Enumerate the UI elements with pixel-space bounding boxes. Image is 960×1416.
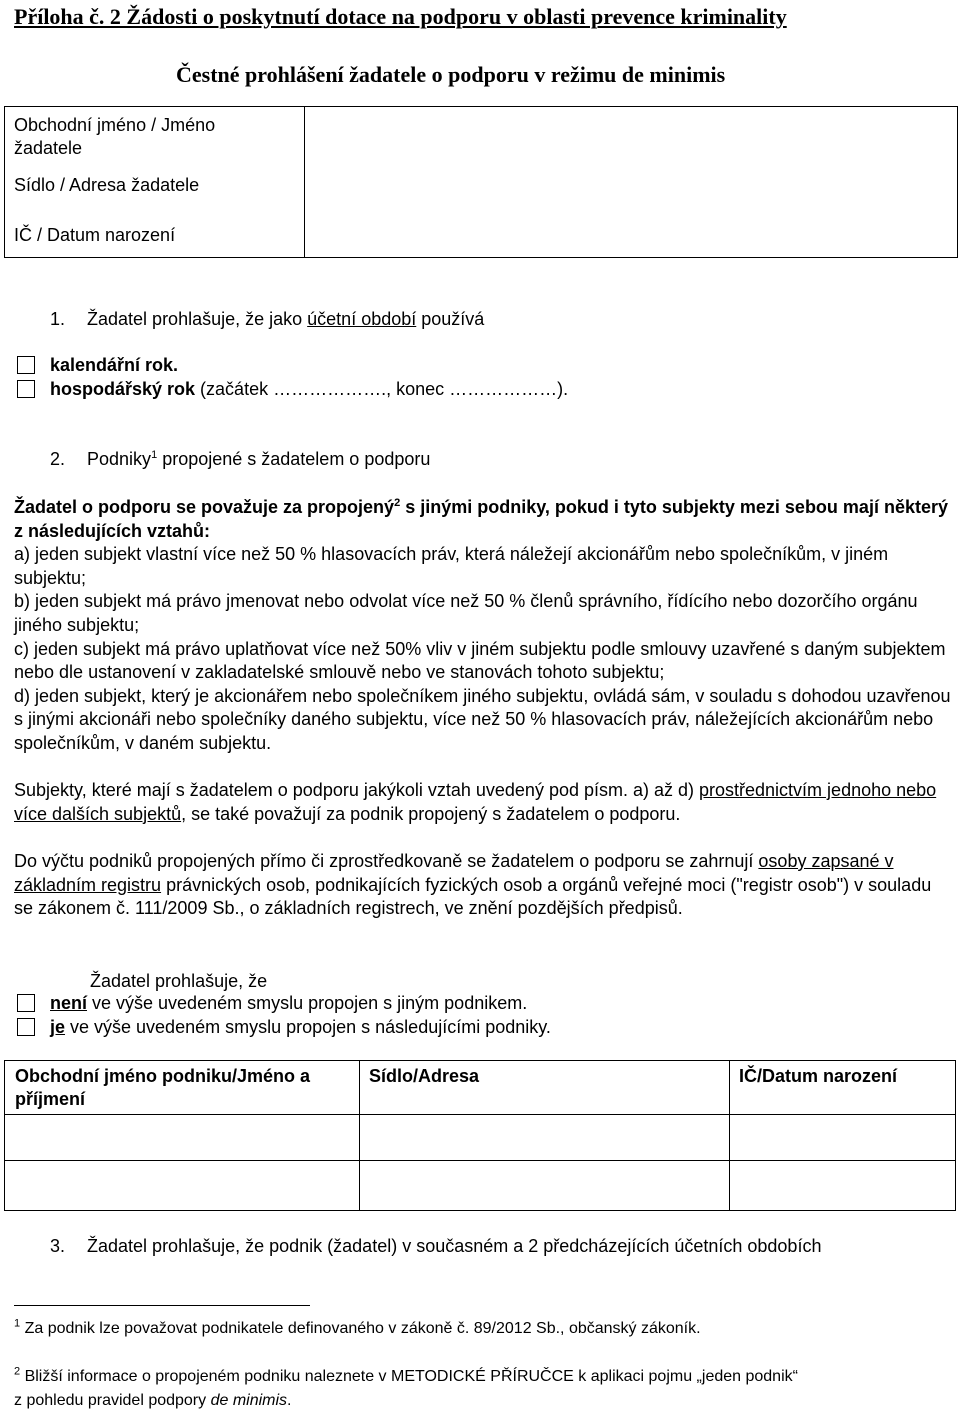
connected-companies-table (4, 1060, 956, 1211)
applicant-name-label: Obchodní jméno / Jméno žadatele (14, 115, 216, 158)
applicant-name-field[interactable] (305, 110, 953, 156)
applicant-id-label: IČ / Datum narození (14, 225, 176, 245)
table-cell[interactable] (730, 1115, 955, 1160)
section2-body (14, 496, 954, 756)
footnote-2-continued: z pohledu pravidel podpory de minimis. (14, 1392, 292, 1409)
applicant-address-field[interactable] (305, 160, 953, 206)
table-cell[interactable] (360, 1161, 729, 1210)
column-header-id: IČ/Datum narození (739, 1066, 898, 1086)
calendar-year-label: kalendářní rok. (50, 355, 179, 375)
item-a: a) jeden subjekt vlastní více než 50 % hlasovacích práv, která náležejí akcionářům nebo společníkům, v jiném subjektu; (14, 544, 889, 588)
document-header-title: Příloha č. 2 Žádosti o poskytnutí dotace na podporu v oblasti prevence kriminality (14, 4, 787, 29)
column-header-name: Obchodní jméno podniku/Jméno a příjmení (15, 1066, 311, 1109)
fiscal-year-label: hospodářský rok (začátek ………………., konec ………………). (50, 379, 569, 399)
fiscal-year-checkbox[interactable] (17, 380, 35, 398)
footnote-ref-1: 1 (151, 449, 158, 461)
applicant-id-field[interactable] (305, 210, 953, 256)
applicant-address-label: Sídlo / Adresa žadatele (14, 175, 200, 195)
intro-paragraph: Žadatel o podporu se považuje za propojený$^2$ s jinými podniky, pokud i tyto subjekty mezi sebou mají některý z následujících vztahů: (14, 497, 948, 541)
column-header-address: Sídlo/Adresa (369, 1066, 480, 1086)
table-cell[interactable] (5, 1115, 359, 1160)
is-connected-label: je ve výše uvedeném smyslu propojen s následujícími podniky. (50, 1017, 551, 1037)
section3-heading: 3. Žadatel prohlašuje, že podnik (žadatel) v současném a 2 předcházejících účetních obdobích (50, 1236, 822, 1256)
is-connected-checkbox[interactable] (17, 1018, 35, 1036)
item-d: d) jeden subjekt, který je akcionářem nebo společníkem jiného subjektu, ovládá sám, v souladu s dohodou uzavřenou s jinými akcionáři nebo společníky daného subjektu, více než 50 % hlasovacích práv, náležejících akcionářům nebo společníkům, v daném subjektu. (14, 685, 951, 753)
footnote-1: $^1$ Za podnik lze považovat podnikatele definovaného v zákoně č. 89/2012 Sb., občanský zákoník. (14, 1317, 701, 1337)
section1-heading: 1. Žadatel prohlašuje, že jako účetní období používá (50, 309, 485, 329)
not-connected-label: není ve výše uvedeném smyslu propojen s jiným podnikem. (50, 993, 528, 1013)
registry-paragraph: Do výčtu podniků propojených přímo či zprostředkovaně se žadatelem o podporu se zahrnují osoby zapsané v základním registru právnických osob, podnikajících fyzických osob a orgánů veřejné moci ("registr osob") v souladu se zákonem č. 111/2009 Sb., o základních registrech, ve znění pozdějších předpisů. (14, 851, 932, 919)
table-cell[interactable] (5, 1161, 359, 1210)
table-cell[interactable] (360, 1115, 729, 1160)
table-cell[interactable] (730, 1161, 955, 1210)
item-b: b) jeden subjekt má právo jmenovat nebo odvolat více než 50 % členů správního, řídícího nebo dozorčího orgánu jiného subjektu; (14, 591, 918, 635)
section1-number: 1. (50, 309, 66, 329)
footnote-2: $^2$ Bližší informace o propojeném podniku naleznete v METODICKÉ PŘÍRUČCE k aplikaci pojmu „jeden podnik“ (14, 1365, 798, 1385)
footnote-separator (14, 1305, 310, 1306)
item-c: c) jeden subjekt má právo uplatňovat více než 50% vliv v jiném subjektu podle smlouvy uzavřené s daným subjektem nebo dle ustanovení v zakladatelské smlouvě nebo ve stanovách tohoto subjektu; (14, 638, 946, 683)
not-connected-checkbox[interactable] (17, 994, 35, 1012)
subjects-paragraph: Subjekty, které mají s žadatelem o podporu jakýkoli vztah uvedený pod písm. a) až d) prostřednictvím jednoho nebo více dalších subjektů, se také považují za podnik propojený s žadatelem o podporu. (14, 780, 937, 824)
footnote-ref-2: 2 (394, 497, 401, 509)
section2-heading: 2. Podniky$^1$ propojené s žadatelem o podporu (50, 449, 431, 469)
calendar-year-checkbox[interactable] (17, 356, 35, 374)
declaration-lead: Žadatel prohlašuje, že (90, 971, 268, 991)
form-title: Čestné prohlášení žadatele o podporu v režimu de minimis (176, 62, 726, 87)
